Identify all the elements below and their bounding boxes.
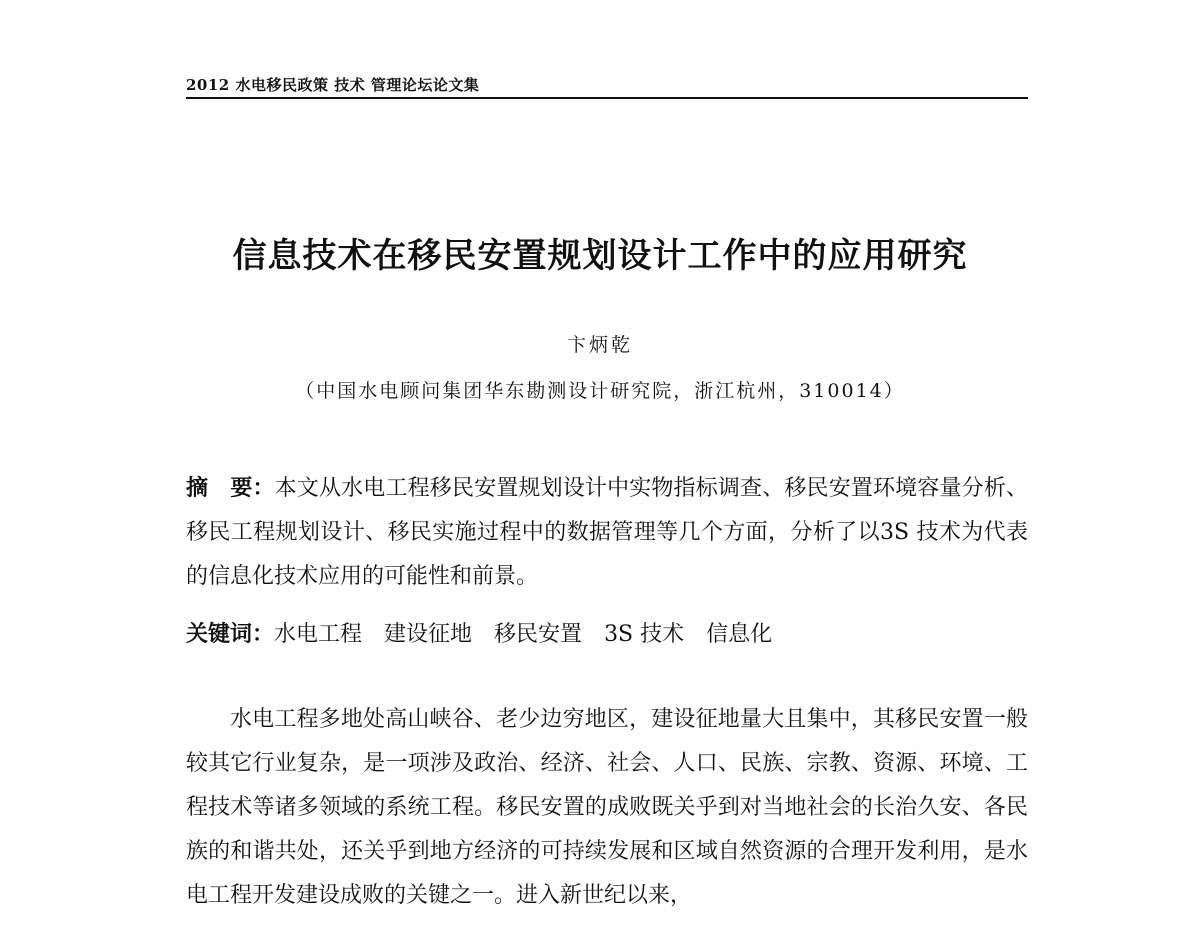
paper-title: 信息技术在移民安置规划设计工作中的应用研究 [232, 236, 968, 276]
keyword-item: 建设征地 [384, 622, 473, 647]
abstract-text: 本文从水电工程移民安置规划设计中实物指标调查、移民安置环境容量分析、移民工程规划设计、移民实施过程中的数据管理等几个方面，分析了以3S 技术为代表的信息化技术应用的可能性和前景。 [186, 476, 1028, 589]
header-rule [186, 97, 1028, 99]
abstract [186, 466, 1028, 599]
keyword-item: 3S 技术 [604, 622, 685, 647]
author-name: 卞炳乾 [566, 334, 633, 356]
abstract-label: 摘 要： [186, 475, 275, 501]
keyword-item: 信息化 [706, 622, 773, 647]
running-header: 2012 水电移民政策 技术 管理论坛论文集 [186, 76, 480, 94]
author-affiliation: （中国水电顾问集团华东勘测设计研究院，浙江杭州，310014） [295, 380, 905, 402]
keyword-item: 水电工程 [274, 622, 363, 647]
keywords-label: 关键词： [186, 621, 275, 647]
keyword-item: 移民安置 [494, 622, 583, 647]
keywords [186, 612, 1028, 657]
body-paragraph: 水电工程多地处高山峡谷、老少边穷地区，建设征地量大且集中，其移民安置一般较其它行业复杂，是一项涉及政治、经济、社会、人口、民族、宗教、资源、环境、工程技术等诸多领域的系统工程。移民安置的成败既关乎到对当地社会的长治久安、各民族的和谐共处，还关乎到地方经济的可持续发展和区域自然资源的合理开发利用，是水电工程开发建设成败的关键之一。进入新世纪以来， [186, 707, 1028, 908]
